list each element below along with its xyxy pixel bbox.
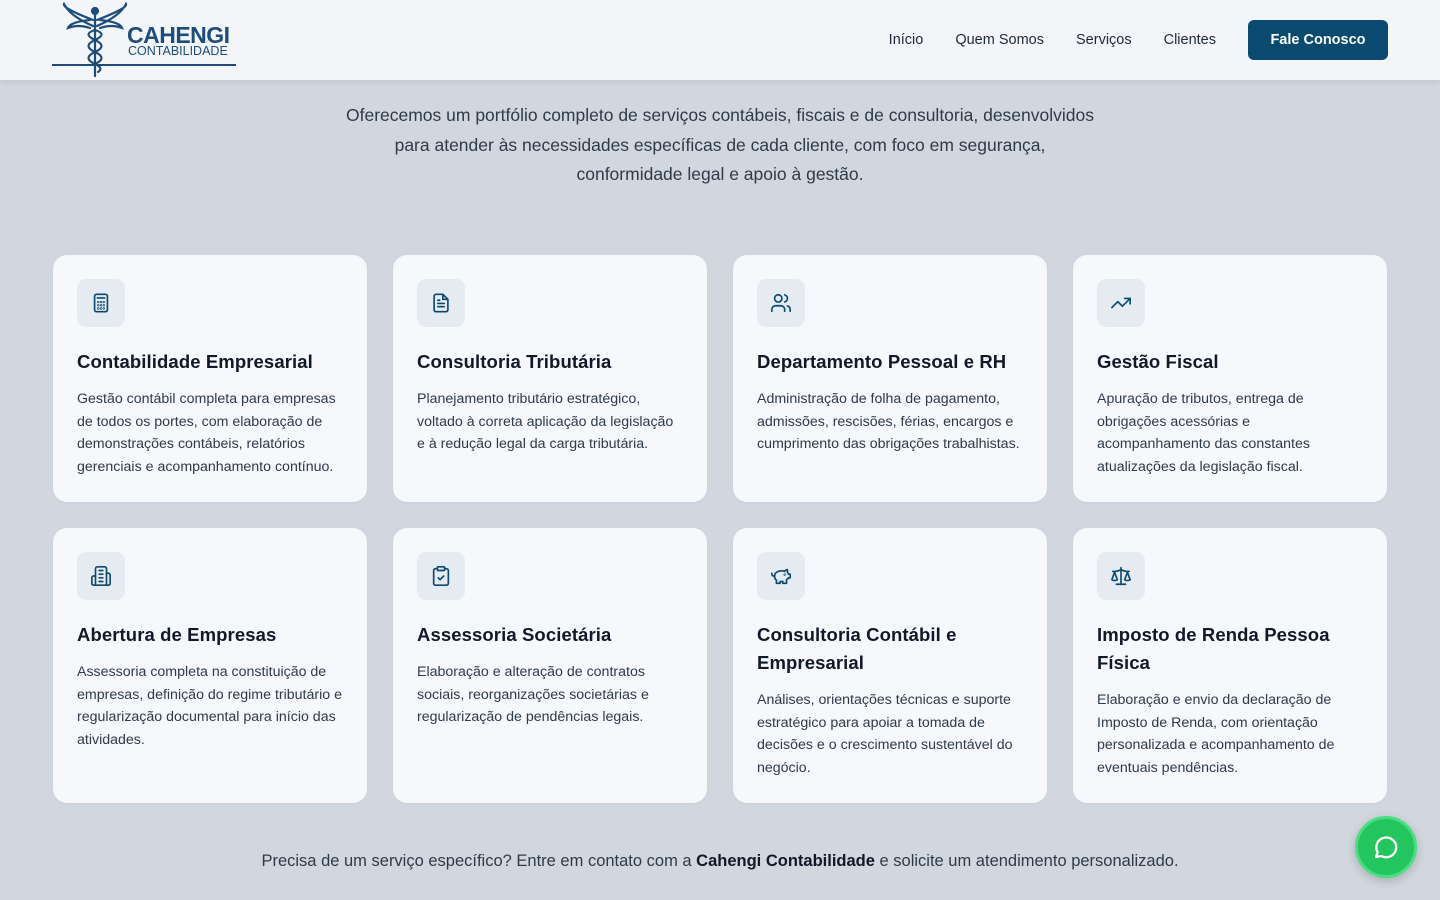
- service-description: Análises, orientações técnicas e suporte estratégico para apoiar a tomada de decisões e o crescimento sustentável do negócio.: [757, 692, 1013, 777]
- service-card: [1073, 255, 1387, 502]
- scale-icon: [1097, 552, 1145, 600]
- clipboard-check-icon: [417, 552, 465, 600]
- main-nav: [889, 20, 1388, 60]
- whatsapp-button[interactable]: [1355, 816, 1417, 878]
- logo-underline: [52, 64, 236, 66]
- fale-conosco-button[interactable]: Fale Conosco: [1248, 20, 1388, 60]
- nav-clientes[interactable]: Clientes: [1163, 32, 1216, 48]
- service-description: Assessoria completa na constituição de empresas, definição do regime tributário e regularização documental para início das atividades.: [77, 664, 342, 749]
- service-title: Contabilidade Empresarial: [77, 351, 313, 372]
- building-icon: [77, 552, 125, 600]
- service-description: Elaboração e envio da declaração de Imposto de Renda, com orientação personalizada e acompanhamento de eventuais pendências.: [1097, 692, 1335, 777]
- service-title: Gestão Fiscal: [1097, 351, 1219, 372]
- calculator-icon: [77, 279, 125, 327]
- service-title: Abertura de Empresas: [77, 624, 277, 645]
- services-intro: Oferecemos um portfólio completo de serviços contábeis, fiscais e de consultoria, desenvolvidos para atender às necessidades específicas de cada cliente, com foco em segurança, conformidade legal e apoio à gestão.: [345, 105, 1094, 184]
- service-description: Elaboração e alteração de contratos sociais, reorganizações societárias e regularização de pendências legais.: [417, 664, 649, 726]
- users-icon: [757, 279, 805, 327]
- site-header: [0, 0, 1440, 80]
- service-title: Consultoria Tributária: [417, 351, 612, 372]
- contact-note-text-end: e solicite um atendimento personalizado.: [874, 852, 1179, 870]
- brand-name: CAHENGI: [127, 22, 230, 48]
- service-description: Apuração de tributos, entrega de obrigações acessórias e acompanhamento das constantes atualizações da legislação fiscal.: [1097, 391, 1310, 476]
- service-title: Departamento Pessoal e RH: [757, 351, 1007, 372]
- brand-subtitle: CONTABILIDADE: [128, 44, 228, 58]
- service-card: [53, 528, 367, 803]
- caduceus-logo-icon: [60, 2, 130, 78]
- trending-up-icon: [1097, 279, 1145, 327]
- nav-inicio[interactable]: Início: [888, 32, 924, 48]
- company-name-link: Cahengi Contabilidade: [696, 852, 875, 870]
- service-title: Imposto de Renda Pessoa Física: [1097, 624, 1330, 673]
- piggy-bank-icon: [757, 552, 805, 600]
- document-icon: [417, 279, 465, 327]
- service-description: Gestão contábil completa para empresas de todos os portes, com elaboração de demonstrações contábeis, relatórios gerenciais e acompanhamento contínuo.: [77, 391, 336, 476]
- nav-servicos[interactable]: Serviços: [1076, 32, 1132, 48]
- service-card: [53, 255, 367, 502]
- logo[interactable]: [52, 2, 242, 78]
- contact-note: [0, 852, 1440, 871]
- service-card: [1073, 528, 1387, 803]
- service-card: [393, 528, 707, 803]
- nav-quem-somos[interactable]: Quem Somos: [955, 32, 1044, 48]
- service-description: Planejamento tributário estratégico, voltado à correta aplicação da legislação e à redução legal da carga tributária.: [417, 391, 674, 453]
- service-card: [733, 528, 1047, 803]
- service-description: Administração de folha de pagamento, admissões, rescisões, férias, encargos e cumprimento das obrigações trabalhistas.: [757, 391, 1020, 453]
- service-card: [733, 255, 1047, 502]
- service-card: [393, 255, 707, 502]
- whatsapp-icon: [1372, 833, 1400, 861]
- service-title: Consultoria Contábil e Empresarial: [757, 624, 957, 673]
- services-grid: [53, 255, 1387, 803]
- contact-note-text: Precisa de um serviço específico? Entre em contato com a: [261, 852, 697, 870]
- service-title: Assessoria Societária: [417, 624, 612, 645]
